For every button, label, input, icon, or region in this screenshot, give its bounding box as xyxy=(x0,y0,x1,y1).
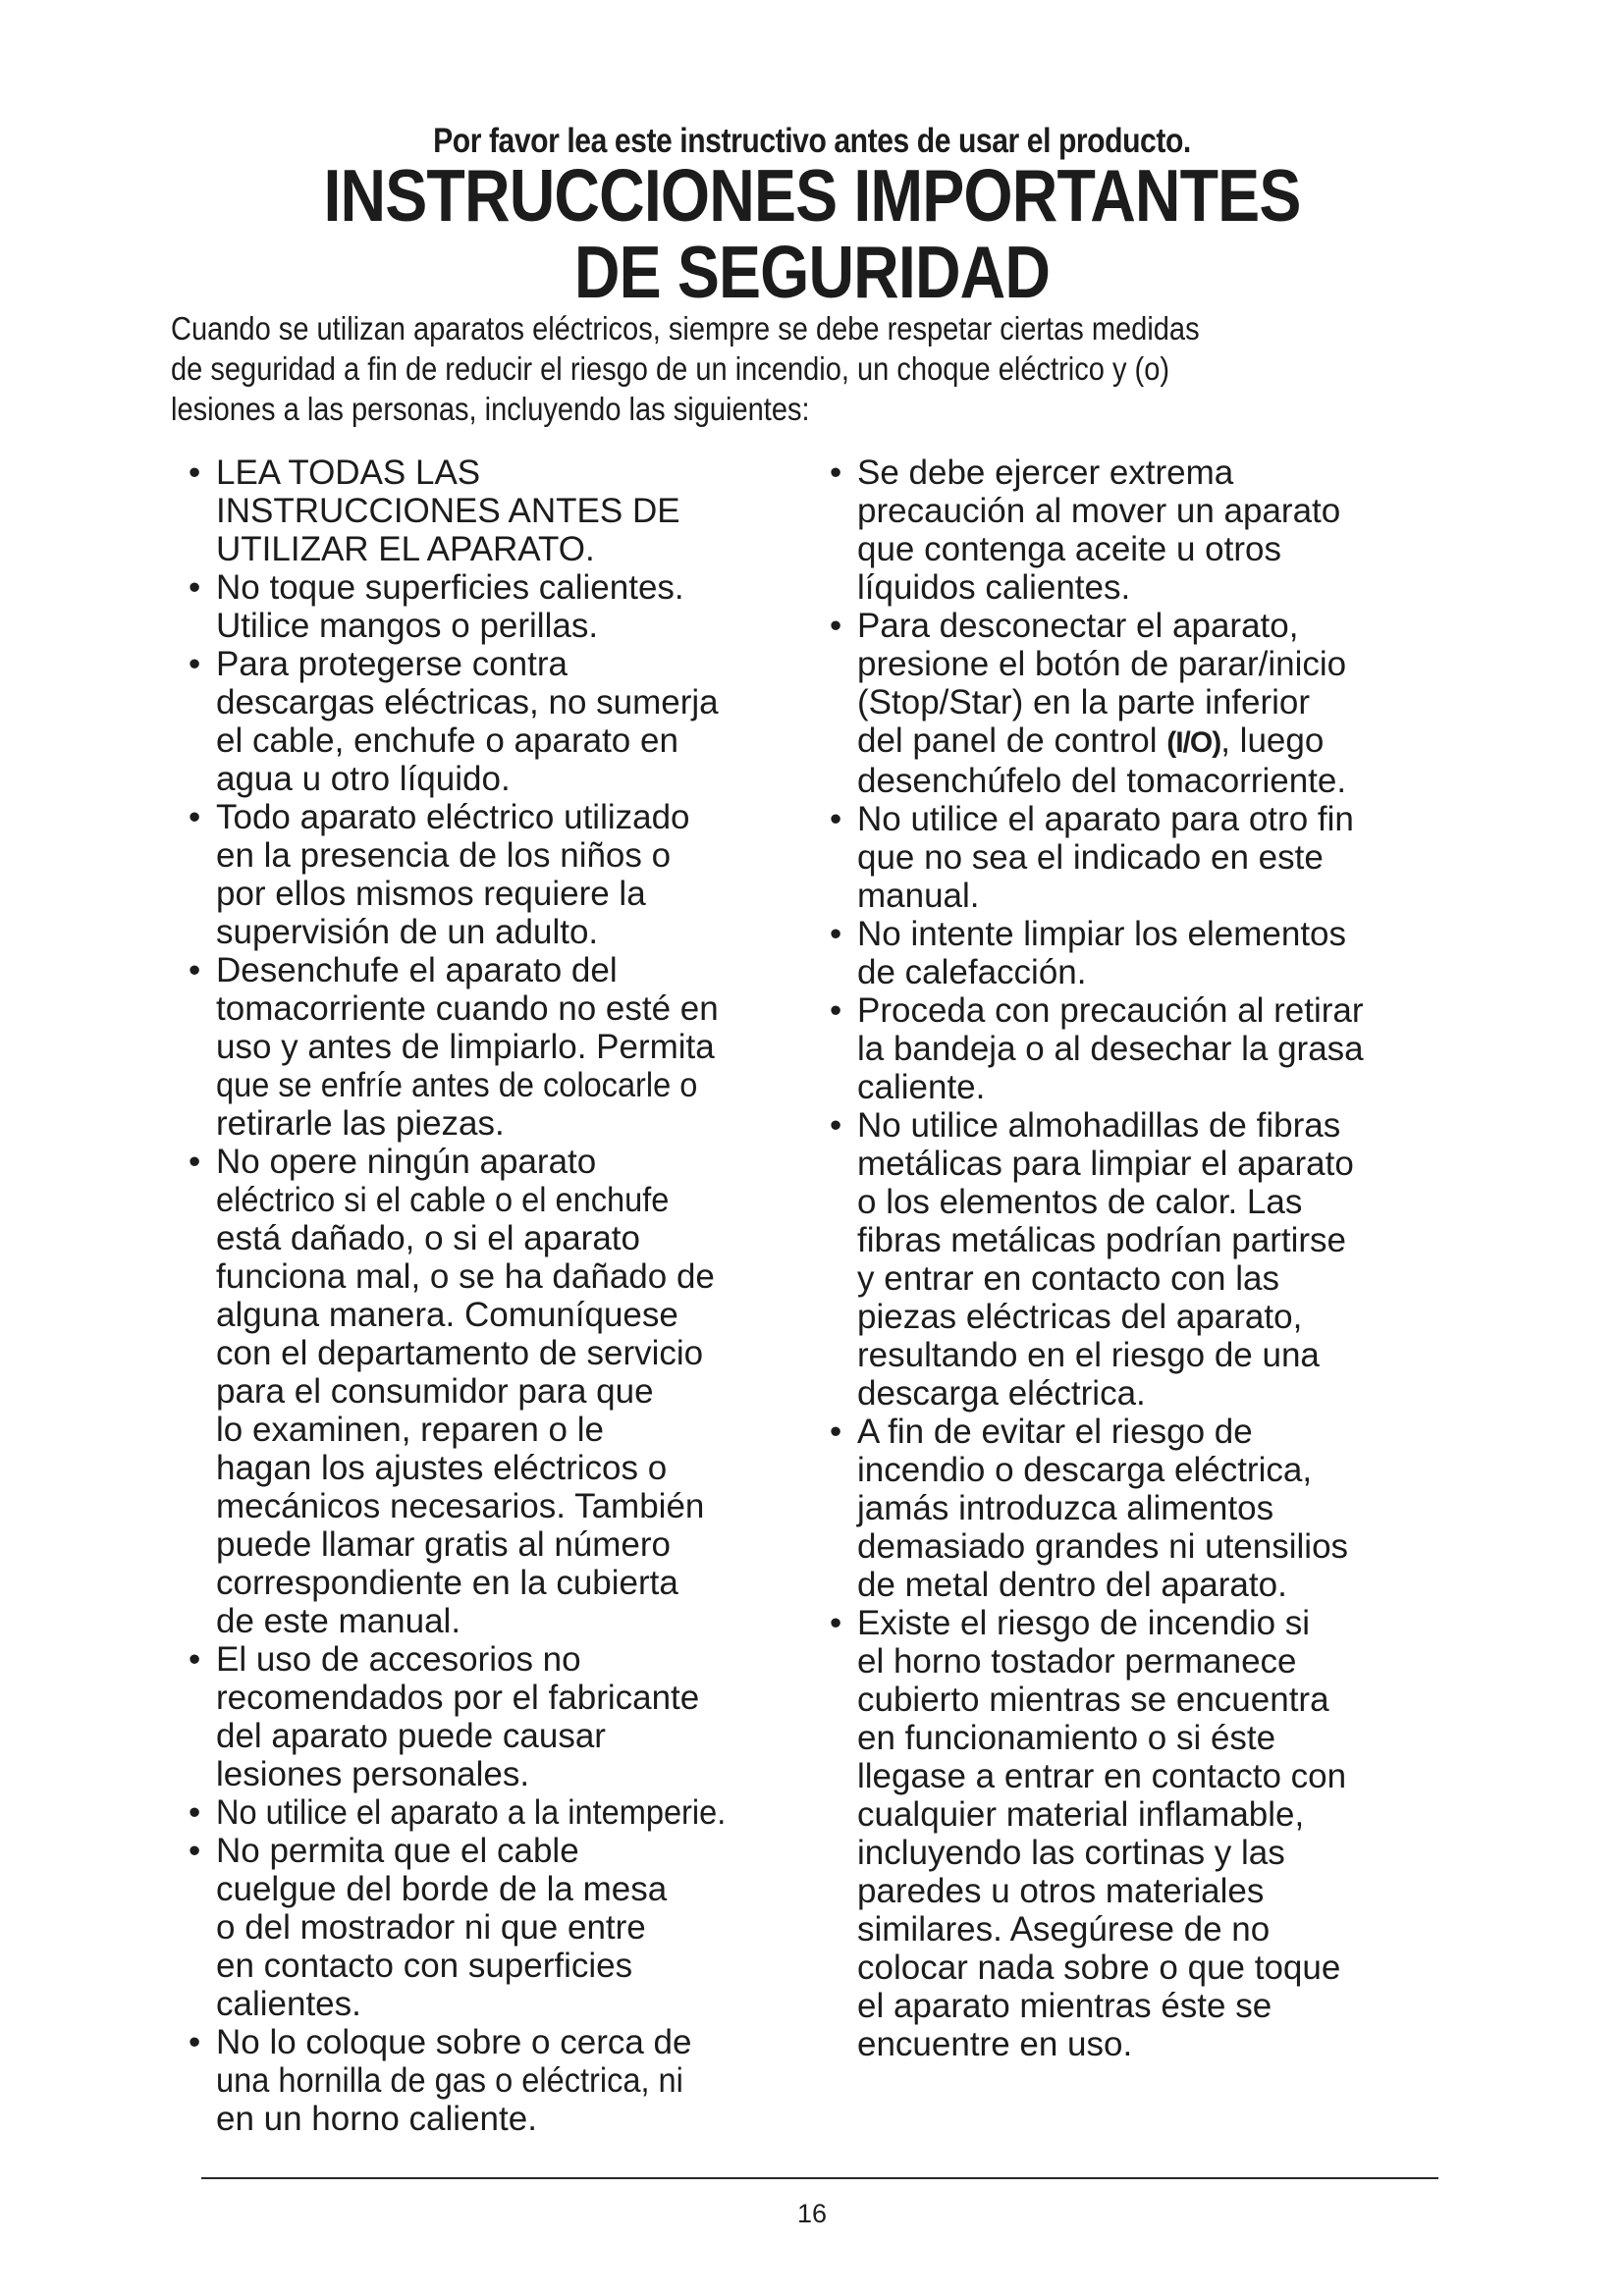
list-item-line: o los elementos de calor. Las xyxy=(857,1183,1303,1221)
list-item-line: supervisión de un adulto. xyxy=(216,913,599,951)
list-item-line: metálicas para limpiar el aparato xyxy=(857,1145,1354,1183)
list-item-line: puede llamar gratis al número xyxy=(216,1525,672,1564)
right-bullet-list xyxy=(830,454,1438,2063)
left-list-item xyxy=(189,951,817,1143)
list-item-line: paredes u otros materiales xyxy=(857,1872,1265,1910)
left-list-item xyxy=(189,1143,817,1640)
list-item-line: o del mostrador ni que entre xyxy=(216,1908,646,1947)
list-item-line: similares. Asegúrese de no xyxy=(857,1910,1271,1949)
list-item-line: en contacto con superficies xyxy=(216,1947,633,1985)
list-item-line: alguna manera. Comuníquese xyxy=(216,1296,678,1334)
list-item-line: descarga eléctrica. xyxy=(857,1374,1146,1413)
list-item-line: • No opere ningún aparato xyxy=(216,1143,597,1181)
list-item-line: el aparato mientras éste se xyxy=(857,1987,1272,2025)
list-item-line: una hornilla de gas o eléctrica, ni xyxy=(216,2061,683,2100)
list-item-line: piezas eléctricas del aparato, xyxy=(857,1298,1303,1336)
list-item-line: • Existe el riesgo de incendio si xyxy=(857,1604,1311,1642)
list-item-line: desenchúfelo del tomacorriente. xyxy=(857,762,1347,800)
list-item-line: presione el botón de parar/inicio xyxy=(857,645,1347,683)
list-item-line: correspondiente en la cubierta xyxy=(216,1564,678,1602)
right-list-item xyxy=(830,1106,1438,1413)
list-item-line: lo examinen, reparen o le xyxy=(216,1411,604,1449)
right-list-item xyxy=(830,1413,1438,1604)
left-list-item xyxy=(189,568,817,645)
list-item-line: • No utilice el aparato para otro fin xyxy=(857,800,1354,838)
intro-line-1: Cuando se utilizan aparatos eléctricos, siempre se debe respetar ciertas medidas xyxy=(171,310,1200,347)
list-item-line: precaución al mover un aparato xyxy=(857,492,1341,530)
pre-title: Por favor lea este instructivo antes de usar el producto. xyxy=(433,122,1191,160)
left-list-item xyxy=(189,798,817,951)
list-item-line: cualquier material inflamable, xyxy=(857,1795,1305,1834)
list-item-line: de metal dentro del aparato. xyxy=(857,1566,1287,1604)
list-item-line: descargas eléctricas, no sumerja xyxy=(216,683,719,721)
footer-divider xyxy=(201,2177,1438,2179)
list-item-line: de calefacción. xyxy=(857,953,1087,991)
intro-line-2: de seguridad a fin de reducir el riesgo de un incendio, un choque eléctrico y (o) xyxy=(171,350,1170,387)
list-item-line: • No lo coloque sobre o cerca de xyxy=(216,2023,692,2061)
list-item-line: recomendados por el fabricante xyxy=(216,1679,700,1717)
list-item-line: (Stop/Star) en la parte inferior xyxy=(857,683,1311,721)
list-item-line: el cable, enchufe o aparato en xyxy=(216,721,678,760)
list-item-line: tomacorriente cuando no esté en xyxy=(216,989,719,1028)
list-item-line: • LEA TODAS LAS xyxy=(216,454,481,492)
list-item-line: agua u otro líquido. xyxy=(216,760,511,798)
left-list-item xyxy=(189,2023,817,2138)
title-line-1: INSTRUCCIONES IMPORTANTES xyxy=(323,154,1301,237)
list-item-line: demasiado grandes ni utensilios xyxy=(857,1527,1349,1566)
list-item-line: Utilice mangos o perillas. xyxy=(216,607,599,645)
list-item-line: incluyendo las cortinas y las xyxy=(857,1834,1285,1872)
list-item-line: calientes. xyxy=(216,1985,361,2023)
list-item-line: • Desenchufe el aparato del xyxy=(216,951,618,989)
list-item-line: en un horno caliente. xyxy=(216,2100,537,2138)
list-item-line: incendio o descarga eléctrica, xyxy=(857,1451,1313,1489)
list-item-line: • Todo aparato eléctrico utilizado xyxy=(216,798,690,836)
title-line-2: DE SEGURIDAD xyxy=(573,231,1051,313)
list-item-line: • El uso de accesorios no xyxy=(216,1640,581,1679)
left-list-item xyxy=(189,1640,817,1793)
list-item-line: manual. xyxy=(857,877,980,915)
list-item-line: caliente. xyxy=(857,1068,986,1106)
list-item-line: funciona mal, o se ha dañado de xyxy=(216,1257,715,1296)
list-item-line: • Se debe ejercer extrema xyxy=(857,454,1234,492)
list-item-line: que se enfríe antes de colocarle o xyxy=(216,1066,698,1104)
list-item-line: • No utilice almohadillas de fibras xyxy=(857,1106,1341,1145)
list-item-line: • No permita que el cable xyxy=(216,1832,579,1870)
list-item-line: • No intente limpiar los elementos xyxy=(857,915,1347,953)
right-list-item xyxy=(830,915,1438,991)
list-item-line-text: del panel de control xyxy=(857,721,1158,760)
right-list-item xyxy=(830,800,1438,915)
left-list-item xyxy=(189,645,817,798)
list-item-line: cuelgue del borde de la mesa xyxy=(216,1870,668,1908)
list-item-line: colocar nada sobre o que toque xyxy=(857,1949,1341,1987)
page-number: 16 xyxy=(796,2199,828,2228)
list-item-line: eléctrico si el cable o el enchufe xyxy=(216,1181,670,1219)
left-list-item xyxy=(189,1832,817,2023)
list-item-line: encuentre en uso. xyxy=(857,2025,1133,2063)
list-item-line: INSTRUCCIONES ANTES DE xyxy=(216,492,680,530)
list-item-line: fibras metálicas podrían partirse xyxy=(857,1221,1346,1259)
list-item-line: • Para desconectar el aparato, xyxy=(857,607,1299,645)
list-item-line: que contenga aceite u otros xyxy=(857,530,1281,568)
list-item-line: y entrar en contacto con las xyxy=(857,1259,1279,1298)
left-list-item xyxy=(189,1793,817,1832)
list-item-line: resultando en el riesgo de una xyxy=(857,1336,1320,1374)
list-item-line: • No utilice el aparato a la intemperie. xyxy=(216,1793,727,1832)
list-item-line: que no sea el indicado en este xyxy=(857,838,1324,877)
list-item-line: del aparato puede causar xyxy=(216,1717,606,1755)
list-item-line: en la presencia de los niños o xyxy=(216,836,672,875)
left-bullet-list xyxy=(189,454,817,2138)
list-item-line: la bandeja o al desechar la grasa xyxy=(857,1030,1364,1068)
page-title xyxy=(114,154,1510,313)
list-item-line: cubierto mientras se encuentra xyxy=(857,1681,1329,1719)
list-item-line-suffix: , luego xyxy=(1220,721,1325,760)
list-item-line: • Proceda con precaución al retirar xyxy=(857,991,1364,1030)
list-item-line: de este manual. xyxy=(216,1602,461,1640)
power-button-icon: (I/O) xyxy=(1166,726,1221,759)
right-list-item xyxy=(830,454,1438,607)
list-item-line: está dañado, o si el aparato xyxy=(216,1219,640,1257)
list-item-line: con el departamento de servicio xyxy=(216,1334,704,1372)
list-item-line: • No toque superficies calientes. xyxy=(216,568,684,607)
list-item-line: • A fin de evitar el riesgo de xyxy=(857,1413,1253,1451)
list-item-line: para el consumidor para que xyxy=(216,1372,654,1411)
list-item-line: retirarle las piezas. xyxy=(216,1104,505,1143)
list-item-line: líquidos calientes. xyxy=(857,568,1131,607)
list-item-line: en funcionamiento o si éste xyxy=(857,1719,1276,1757)
list-item-line: por ellos mismos requiere la xyxy=(216,875,646,913)
right-list-item xyxy=(830,991,1438,1106)
list-item-line xyxy=(857,721,1438,762)
list-item-line: lesiones personales. xyxy=(216,1755,530,1793)
list-item-line: UTILIZAR EL APARATO. xyxy=(216,530,595,568)
list-item-line: jamás introduzca alimentos xyxy=(857,1489,1274,1527)
intro-line-3: lesiones a las personas, incluyendo las siguientes: xyxy=(171,391,810,427)
list-item-line: llegase a entrar en contacto con xyxy=(857,1757,1347,1795)
list-item-line: mecánicos necesarios. También xyxy=(216,1487,705,1525)
list-item-line: hagan los ajustes eléctricos o xyxy=(216,1449,668,1487)
right-list-item xyxy=(830,1604,1438,2063)
list-item-line: uso y antes de limpiarlo. Permita xyxy=(216,1028,715,1066)
intro-paragraph xyxy=(171,308,1312,429)
list-item-line: • Para protegerse contra xyxy=(216,645,568,683)
list-item-line: el horno tostador permanece xyxy=(857,1642,1297,1681)
left-list-item xyxy=(189,454,817,568)
right-list-item xyxy=(830,607,1438,800)
